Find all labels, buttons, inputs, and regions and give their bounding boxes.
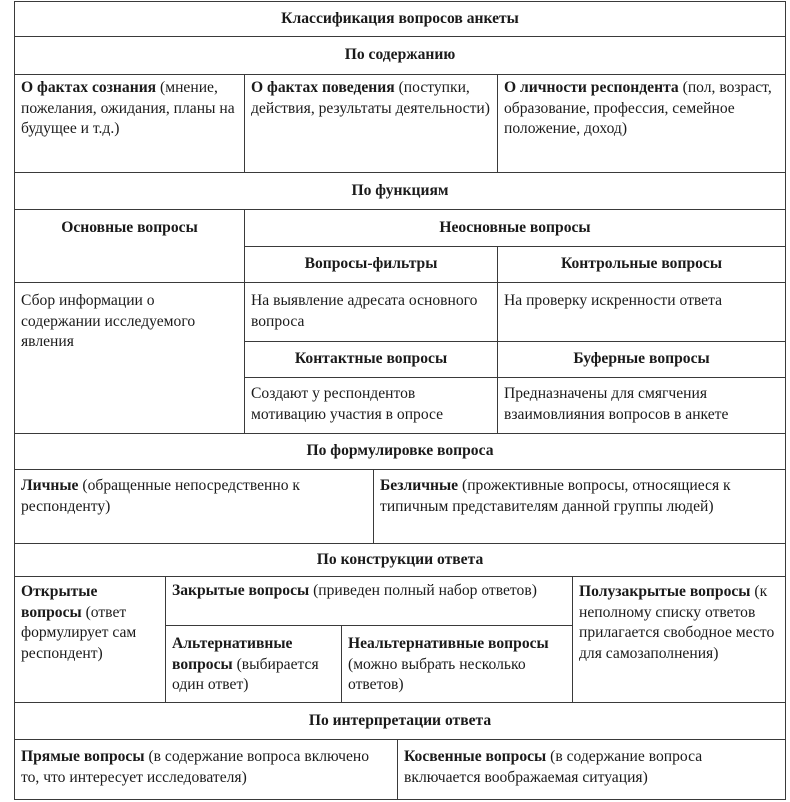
control-desc: На проверку искренности ответа [504, 292, 723, 309]
control-title: Контрольные вопросы [560, 255, 723, 273]
indirect-questions-cell [397, 739, 786, 800]
open-questions-cell [14, 576, 166, 703]
control-header [497, 246, 786, 283]
behavior-title: О фактах поведения [251, 79, 395, 96]
secondary-questions-header [244, 209, 786, 247]
section-construction-header [14, 543, 786, 577]
content-behavior-cell [244, 74, 498, 173]
alternative-questions-cell [165, 625, 342, 703]
personality-title: О личности респондента [504, 79, 679, 96]
alternative-questions-title: Альтернативные вопросы [172, 635, 293, 673]
table-title [14, 1, 786, 37]
impersonal-cell [373, 469, 786, 544]
behavior-desc: (поступки, действия, результаты деятельности) [251, 79, 490, 117]
open-questions-title: Открытые вопросы [21, 583, 98, 621]
main-questions-header [14, 209, 245, 283]
semi-closed-questions-cell [572, 576, 786, 703]
closed-questions-title: Закрытые вопросы [172, 582, 310, 599]
section-content-header [14, 36, 786, 75]
personal-desc: (обращенные непосредственно к респонденту) [21, 477, 301, 515]
table-title-text: Классификация вопросов анкеты [281, 9, 519, 27]
filters-header [244, 246, 498, 283]
section-wording-header [14, 433, 786, 470]
main-questions-desc-cell [14, 282, 245, 434]
consciousness-title: О фактах сознания [21, 79, 157, 96]
alternative-questions-desc: (выбирается один ответ) [172, 655, 319, 693]
non-alternative-questions-desc: (можно выбрать несколько ответов) [348, 655, 526, 693]
section-functions-header [14, 172, 786, 210]
contact-desc-cell [244, 377, 498, 434]
indirect-questions-title: Косвенные вопросы [404, 748, 547, 765]
section-functions-title: По функциям [351, 181, 449, 199]
filters-desc-cell [244, 282, 498, 342]
direct-questions-desc: (в содержание вопроса включено то, что интересует исследователя) [21, 748, 370, 786]
consciousness-desc: (мнение, пожелания, ожидания, планы на будущее и т.д.) [21, 79, 235, 137]
personal-title: Личные [21, 477, 79, 494]
buffer-desc: Предназначены для смягчения взаимовлияния вопросов в анкете [504, 385, 729, 423]
section-construction-title: По конструкции ответа [316, 550, 484, 568]
main-questions-title: Основные вопросы [61, 219, 198, 236]
semi-closed-questions-desc: (к неполному списку ответов прилагается свободное место для самозаполнения) [579, 583, 775, 662]
content-personality-cell [497, 74, 786, 173]
section-wording-title: По формулировке вопроса [306, 442, 494, 460]
buffer-desc-cell [497, 377, 786, 434]
secondary-questions-title: Неосновные вопросы [439, 218, 591, 236]
control-desc-cell [497, 282, 786, 342]
closed-questions-cell [165, 576, 573, 626]
non-alternative-questions-cell [341, 625, 573, 703]
buffer-title: Буферные вопросы [573, 350, 710, 368]
semi-closed-questions-title: Полузакрытые вопросы [579, 583, 751, 600]
section-content-title: По содержанию [344, 46, 456, 64]
contact-header [244, 341, 498, 378]
non-alternative-questions-title: Неальтернативные вопросы [348, 635, 549, 652]
personal-cell [14, 469, 374, 544]
closed-questions-desc: (приведен полный набор ответов) [313, 582, 537, 599]
contact-desc: Создают у респондентов мотивацию участия в опросе [251, 385, 444, 423]
section-interpretation-title: По интерпретации ответа [308, 711, 492, 729]
filters-desc: На выявление адресата основного вопроса [251, 292, 478, 330]
filters-title: Вопросы-фильтры [304, 255, 438, 273]
main-questions-desc: Сбор информации о содержании исследуемого явления [21, 292, 196, 350]
direct-questions-title: Прямые вопросы [21, 748, 145, 765]
indirect-questions-desc: (в содержание вопроса включается воображаемая ситуация) [404, 748, 703, 786]
open-questions-desc: (ответ формулирует сам респондент) [21, 603, 137, 662]
personality-desc: (пол, возраст, образование, профессия, семейное положение, доход) [504, 79, 772, 137]
section-interpretation-header [14, 702, 786, 740]
contact-title: Контактные вопросы [294, 350, 448, 368]
impersonal-title: Безличные [380, 477, 459, 494]
buffer-header [497, 341, 786, 378]
content-consciousness-cell [14, 74, 245, 173]
impersonal-desc: (прожективные вопросы, относящиеся к типичным представителям данной группы людей) [380, 477, 731, 515]
direct-questions-cell [14, 739, 398, 800]
